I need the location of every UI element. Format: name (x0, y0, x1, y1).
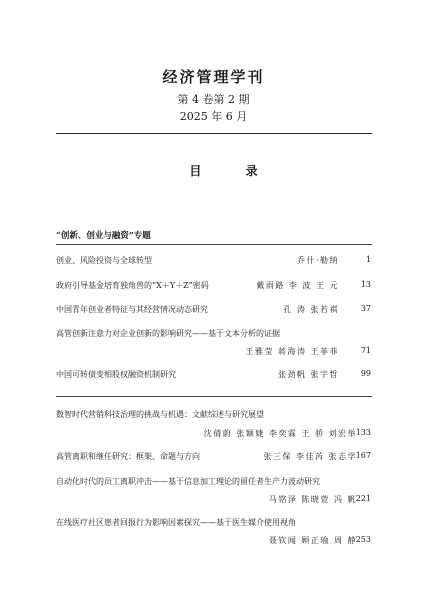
toc-entry-title[interactable]: 高管离职和继任研究：框架、命题与方向 (56, 452, 200, 461)
toc-entry-page: 167 (355, 451, 371, 460)
toc-entry-title[interactable]: 高管创新注意力对企业创新的影响研究——基于文本分析的证据 (56, 329, 280, 338)
toc-entry-title[interactable]: 在线医疗社区患者回报行为影响因素探究——基于医生媒介使用视角 (56, 518, 296, 527)
section-heading: “创新、创业与融资”专题 (56, 231, 151, 241)
toc-entry-authors: 沈倩蔚 张颖婕 李奕霖 王 骄 刘宏举 (203, 429, 357, 438)
journal-title: 经济管理学刊 (162, 68, 265, 86)
toc-entry-authors: 戴雨路 李 波 王 元 (256, 281, 339, 290)
toc-entry-title[interactable]: 数智时代营销科技治理的挑战与机遇：文献综述与研究展望 (56, 410, 264, 419)
toc-entry-page: 71 (360, 346, 371, 355)
toc-entry-page: 221 (355, 494, 371, 503)
toc-entry-page: 13 (360, 280, 371, 289)
toc-entry-authors: 张三保 李佳芮 张志学 (263, 452, 357, 461)
section-rule (56, 244, 372, 245)
header-rule (56, 133, 372, 134)
volume-issue: 第 4 卷第 2 期 (177, 93, 250, 106)
toc-entry-authors: 张劲帆 张宇哲 (277, 370, 339, 379)
toc-entry-title[interactable]: 中国青年创业者特征与其经营情况动态研究 (56, 305, 208, 314)
toc-entry-page: 133 (355, 428, 371, 437)
toc-entry-title[interactable]: 政府引导基金培育独角兽的“X＋Y＋Z”密码 (56, 281, 209, 290)
toc-entry-page: 253 (355, 535, 371, 544)
toc-entry-title[interactable]: 创业、风险投资与全球转型 (56, 256, 152, 265)
toc-entry-authors: 马铭泽 陈晓萱 冯 帆 (268, 495, 357, 504)
toc-entry-authors: 王雅莹 蒋海涛 王菲菲 (245, 347, 339, 356)
toc-entry-authors: 乔什·勒纳 (296, 256, 339, 265)
toc-entry-authors: 孔 涛 张若祺 (283, 305, 339, 314)
toc-entry-page: 37 (360, 304, 371, 313)
group-divider (56, 396, 372, 397)
toc-entry-title[interactable]: 自动化时代的员工离职冲击——基于信息加工理论的留任者生产力波动研究 (56, 477, 320, 486)
publication-date: 2025 年 6 月 (179, 110, 248, 123)
toc-entry-title[interactable]: 中国可转债变相股权融资机制研究 (56, 370, 176, 379)
toc-title: 目 录 (189, 164, 278, 178)
toc-entry-authors: 聂钦闻 顾正瑜 周 静 (268, 536, 357, 545)
toc-entry-page: 99 (360, 369, 371, 378)
toc-entry-page: 1 (365, 255, 371, 264)
